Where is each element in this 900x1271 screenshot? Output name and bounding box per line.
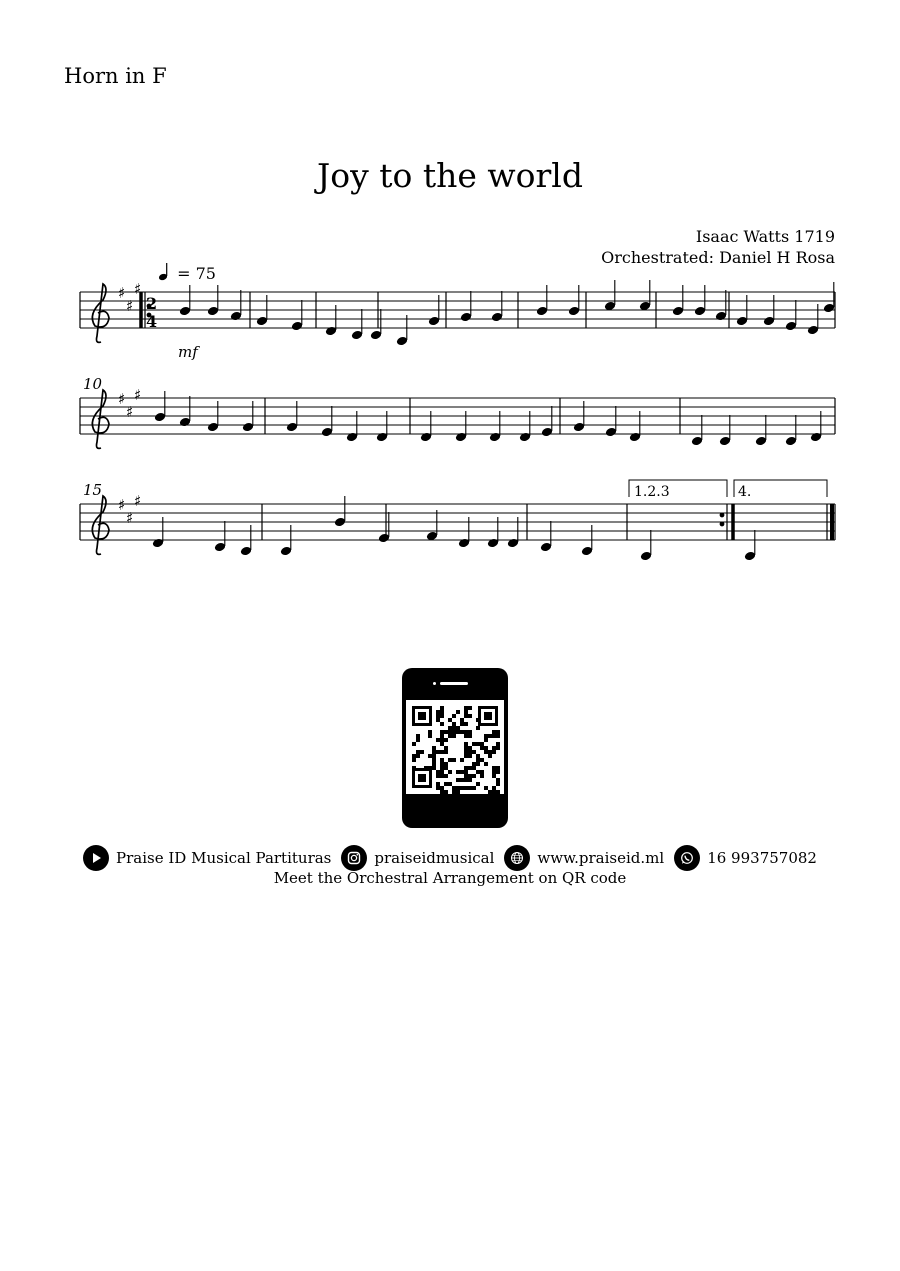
qr-module xyxy=(484,786,488,790)
whatsapp-icon xyxy=(674,845,700,871)
qr-module xyxy=(464,742,468,746)
qr-module xyxy=(436,710,440,714)
qr-module xyxy=(464,774,468,778)
qr-module xyxy=(472,786,476,790)
qr-module xyxy=(416,750,420,754)
treble-clefs xyxy=(92,284,109,554)
sharp-icon: ♯ xyxy=(134,492,142,510)
qr-module xyxy=(480,758,484,762)
qr-module xyxy=(476,758,480,762)
qr-module xyxy=(488,790,492,794)
qr-module xyxy=(472,762,476,766)
qr-module xyxy=(452,790,456,794)
qr-module xyxy=(472,774,476,778)
orchestrator: Orchestrated: Daniel H Rosa xyxy=(601,248,835,267)
qr-module xyxy=(432,762,436,766)
qr-finder-core xyxy=(418,774,426,782)
qr-module xyxy=(464,730,468,734)
qr-module xyxy=(432,758,436,762)
first-ending-label: 1.2.3 xyxy=(634,484,670,500)
qr-module xyxy=(484,746,488,750)
qr-module xyxy=(464,706,468,710)
qr-module xyxy=(440,770,444,774)
instagram-icon xyxy=(341,845,367,871)
measure-number-15: 15 xyxy=(83,481,103,499)
qr-module xyxy=(472,766,476,770)
qr-module xyxy=(444,750,448,754)
qr-module xyxy=(444,782,448,786)
qr-module xyxy=(440,742,444,746)
composer: Isaac Watts 1719 xyxy=(695,227,835,246)
qr-module xyxy=(496,746,500,750)
youtube-label: Praise ID Musical Partituras xyxy=(116,849,332,867)
qr-module xyxy=(456,786,460,790)
qr-module xyxy=(440,762,444,766)
qr-module xyxy=(480,774,484,778)
qr-module xyxy=(496,778,500,782)
qr-module xyxy=(468,774,472,778)
instrument-name: Horn in F xyxy=(64,64,167,88)
qr-module xyxy=(436,782,440,786)
qr-module xyxy=(436,718,440,722)
qr-module xyxy=(452,758,456,762)
qr-module xyxy=(464,734,468,738)
qr-module xyxy=(448,734,452,738)
qr-module xyxy=(480,770,484,774)
time-signature-top: 2 xyxy=(146,294,158,313)
qr-module xyxy=(440,774,444,778)
qr-module xyxy=(432,754,436,758)
second-ending-label: 4. xyxy=(738,484,752,500)
qr-module xyxy=(444,766,448,770)
qr-module xyxy=(436,750,440,754)
qr-module xyxy=(476,726,480,730)
page-title: Joy to the world xyxy=(317,156,583,195)
qr-module xyxy=(440,722,444,726)
qr-module xyxy=(456,710,460,714)
qr-module xyxy=(464,770,468,774)
qr-module xyxy=(496,782,500,786)
qr-module xyxy=(452,722,456,726)
qr-module xyxy=(496,734,500,738)
qr-module xyxy=(464,750,468,754)
qr-module xyxy=(460,718,464,722)
qr-module xyxy=(412,742,416,746)
sharp-icon: ♯ xyxy=(126,297,134,315)
qr-module xyxy=(448,726,452,730)
qr-caption: Meet the Orchestral Arrangement on QR code xyxy=(273,869,627,887)
treble-clef-icon xyxy=(92,284,109,342)
measure-number-10: 10 xyxy=(83,375,103,393)
whatsapp-label: 16 993757082 xyxy=(707,849,817,867)
qr-module xyxy=(464,710,468,714)
qr-module xyxy=(436,714,440,718)
qr-module xyxy=(448,770,452,774)
qr-module xyxy=(464,766,468,770)
qr-module xyxy=(440,738,444,742)
qr-module xyxy=(444,790,448,794)
website-label: www.praiseid.ml xyxy=(537,849,665,867)
qr-module xyxy=(480,746,484,750)
qr-module xyxy=(492,766,496,770)
qr-module xyxy=(448,718,452,722)
dynamic-marking: mf xyxy=(178,343,198,361)
qr-module xyxy=(496,790,500,794)
qr-module xyxy=(456,790,460,794)
qr-module xyxy=(412,758,416,762)
sharp-icon: ♯ xyxy=(134,280,142,298)
qr-module xyxy=(488,750,492,754)
instagram-label: praiseidmusical xyxy=(374,849,495,867)
youtube-link[interactable] xyxy=(83,845,331,871)
qr-module xyxy=(460,770,464,774)
qr-module xyxy=(488,754,492,758)
qr-module xyxy=(444,730,448,734)
time-signature-bottom: 4 xyxy=(146,312,158,331)
qr-module xyxy=(460,786,464,790)
qr-module xyxy=(460,758,464,762)
qr-module xyxy=(448,758,452,762)
repeat-dot xyxy=(720,522,724,526)
sharp-icon: ♯ xyxy=(118,390,126,408)
qr-module xyxy=(460,730,464,734)
qr-module xyxy=(440,714,444,718)
qr-module xyxy=(428,730,432,734)
qr-module xyxy=(492,730,496,734)
qr-module xyxy=(496,770,500,774)
qr-module xyxy=(464,722,468,726)
qr-module xyxy=(440,750,444,754)
qr-module xyxy=(440,786,444,790)
qr-module xyxy=(464,714,468,718)
qr-module xyxy=(468,730,472,734)
qr-module xyxy=(476,742,480,746)
qr-module xyxy=(468,750,472,754)
qr-module xyxy=(448,730,452,734)
whatsapp-link[interactable] xyxy=(674,845,817,871)
qr-module xyxy=(448,782,452,786)
repeat-dot xyxy=(720,513,724,517)
qr-module xyxy=(492,746,496,750)
qr-module xyxy=(468,786,472,790)
qr-module xyxy=(436,738,440,742)
qr-module xyxy=(468,734,472,738)
qr-module xyxy=(460,722,464,726)
qr-module xyxy=(432,766,436,770)
treble-clef-icon xyxy=(92,496,109,554)
qr-module xyxy=(440,790,444,794)
music-score xyxy=(0,0,900,600)
qr-module xyxy=(476,754,480,758)
qr-module xyxy=(428,734,432,738)
qr-module xyxy=(436,774,440,778)
qr-module xyxy=(428,766,432,770)
phone-illustration xyxy=(402,668,508,828)
qr-module xyxy=(468,746,472,750)
qr-module xyxy=(468,778,472,782)
qr-module xyxy=(496,766,500,770)
social-links xyxy=(0,845,900,871)
qr-module xyxy=(464,786,468,790)
qr-module xyxy=(452,714,456,718)
qr-module xyxy=(436,770,440,774)
globe-icon xyxy=(504,845,530,871)
qr-module xyxy=(492,790,496,794)
sharp-icon: ♯ xyxy=(118,284,126,302)
qr-module xyxy=(424,766,428,770)
qr-module xyxy=(464,754,468,758)
qr-module xyxy=(444,762,448,766)
qr-module xyxy=(484,762,488,766)
qr-module xyxy=(476,782,480,786)
qr-module xyxy=(432,750,436,754)
qr-module xyxy=(492,750,496,754)
qr-module xyxy=(472,750,476,754)
qr-module xyxy=(468,714,472,718)
qr-module xyxy=(484,738,488,742)
website-link[interactable] xyxy=(504,845,664,871)
qr-module xyxy=(460,778,464,782)
qr-module xyxy=(456,770,460,774)
qr-module xyxy=(416,738,420,742)
qr-module xyxy=(468,766,472,770)
qr-code xyxy=(406,700,504,794)
qr-module xyxy=(452,786,456,790)
qr-module xyxy=(440,766,444,770)
qr-module xyxy=(496,730,500,734)
qr-module xyxy=(464,746,468,750)
qr-module xyxy=(464,778,468,782)
qr-module xyxy=(440,734,444,738)
treble-clef-icon xyxy=(92,390,109,448)
qr-module xyxy=(440,706,444,710)
qr-module xyxy=(420,750,424,754)
qr-module xyxy=(432,746,436,750)
qr-module xyxy=(468,706,472,710)
sharp-icon: ♯ xyxy=(126,403,134,421)
qr-module xyxy=(444,774,448,778)
qr-module xyxy=(440,710,444,714)
qr-module xyxy=(476,770,480,774)
qr-module xyxy=(492,774,496,778)
qr-module xyxy=(452,734,456,738)
sharp-icon: ♯ xyxy=(134,386,142,404)
qr-module xyxy=(492,786,496,790)
qr-module xyxy=(456,726,460,730)
qr-module xyxy=(452,730,456,734)
qr-module xyxy=(456,730,460,734)
qr-module xyxy=(416,754,420,758)
qr-module xyxy=(436,786,440,790)
qr-module xyxy=(416,734,420,738)
qr-module xyxy=(488,734,492,738)
tempo-value: = 75 xyxy=(177,264,216,283)
qr-module xyxy=(444,738,448,742)
qr-module xyxy=(440,758,444,762)
qr-module xyxy=(440,730,444,734)
instagram-link[interactable] xyxy=(341,845,494,871)
qr-module xyxy=(480,742,484,746)
qr-module xyxy=(452,726,456,730)
qr-module xyxy=(444,746,448,750)
qr-finder-core xyxy=(418,712,426,720)
qr-module xyxy=(484,750,488,754)
qr-module xyxy=(456,778,460,782)
qr-module xyxy=(412,754,416,758)
qr-module xyxy=(484,734,488,738)
score-marks xyxy=(83,294,751,500)
qr-finder-core xyxy=(484,712,492,720)
qr-code-icon xyxy=(406,700,504,794)
qr-module xyxy=(472,742,476,746)
qr-module xyxy=(476,718,480,722)
key-signatures xyxy=(118,280,141,527)
staff-lines xyxy=(80,292,835,540)
qr-module xyxy=(492,770,496,774)
qr-module xyxy=(496,742,500,746)
qr-module xyxy=(468,754,472,758)
youtube-icon xyxy=(83,845,109,871)
qr-module xyxy=(428,754,432,758)
sharp-icon: ♯ xyxy=(126,509,134,527)
qr-module xyxy=(476,762,480,766)
qr-module xyxy=(412,766,416,770)
sharp-icon: ♯ xyxy=(118,496,126,514)
qr-module xyxy=(492,734,496,738)
